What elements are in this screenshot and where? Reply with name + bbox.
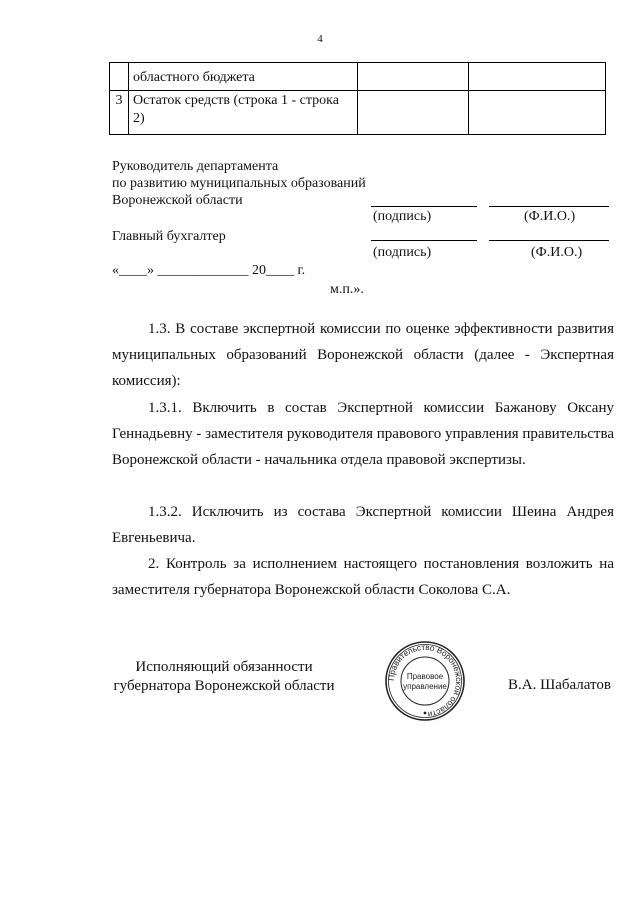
row-label: Остаток средств (строка 1 - строка 2) xyxy=(129,91,358,135)
fio-caption: (Ф.И.О.) xyxy=(531,245,583,260)
row-value-1 xyxy=(358,91,469,135)
paragraph-1-3: 1.3. В составе экспертной комиссии по оценке эффективности развития муниципальных образований Воронежской области (далее - Экспертная комиссия): xyxy=(112,321,614,389)
fio-underline xyxy=(489,240,609,241)
seal-outer-text: Правительство Воронежской области xyxy=(386,642,464,719)
signature-caption: (подпись) xyxy=(373,209,432,224)
signature-underline xyxy=(371,206,477,207)
seal-inner-line-2: управление xyxy=(403,682,447,691)
seal-inner-line-1: Правовое xyxy=(406,672,444,681)
stamp-place-label: м.п.». xyxy=(330,282,364,297)
date-line: «____» _____________ 20____ г. xyxy=(112,263,306,278)
table-row xyxy=(110,91,606,135)
signature-underline xyxy=(371,240,477,241)
row-value-2 xyxy=(469,63,606,91)
paragraph-1-3-1: 1.3.1. Включить в состав Экспертной комиссии Бажанову Оксану Геннадьевну - заместителя руководителя правового управления правительства Воронежской области - начальника отдела правовой экспертизы. xyxy=(112,400,614,468)
row-value-1 xyxy=(358,63,469,91)
head-title-line-3: Воронежской области xyxy=(112,193,243,208)
head-title-line-1: Руководитель департамента xyxy=(112,159,279,174)
row-number xyxy=(110,63,129,91)
row-number: 3 xyxy=(110,91,129,135)
acting-governor-line-2: губернатора Воронежской области xyxy=(113,678,335,694)
head-title-line-2: по развитию муниципальных образований xyxy=(112,176,366,191)
paragraph-2: 2. Контроль за исполнением настоящего постановления возложить на заместителя губернатора Воронежской области Соколова С.А. xyxy=(112,556,614,598)
acting-governor-line-1: Исполняющий обязанности xyxy=(135,659,313,675)
signature-caption: (подпись) xyxy=(373,245,432,260)
paragraph-1-3-2: 1.3.2. Исключить из состава Экспертной комиссии Шеина Андрея Евгеньевича. xyxy=(112,504,614,546)
row-label: областного бюджета xyxy=(129,63,358,91)
row-value-2 xyxy=(469,91,606,135)
budget-table xyxy=(109,62,606,135)
acting-governor-title xyxy=(112,658,336,696)
seal-dot xyxy=(424,712,427,715)
signer-name: В.А. Шабалатов xyxy=(508,677,611,693)
chief-accountant-label: Главный бухгалтер xyxy=(112,229,226,244)
fio-underline xyxy=(489,206,609,207)
table-row xyxy=(110,63,606,91)
fio-caption: (Ф.И.О.) xyxy=(524,209,576,224)
page-number: 4 xyxy=(317,33,323,45)
official-seal xyxy=(384,640,466,722)
